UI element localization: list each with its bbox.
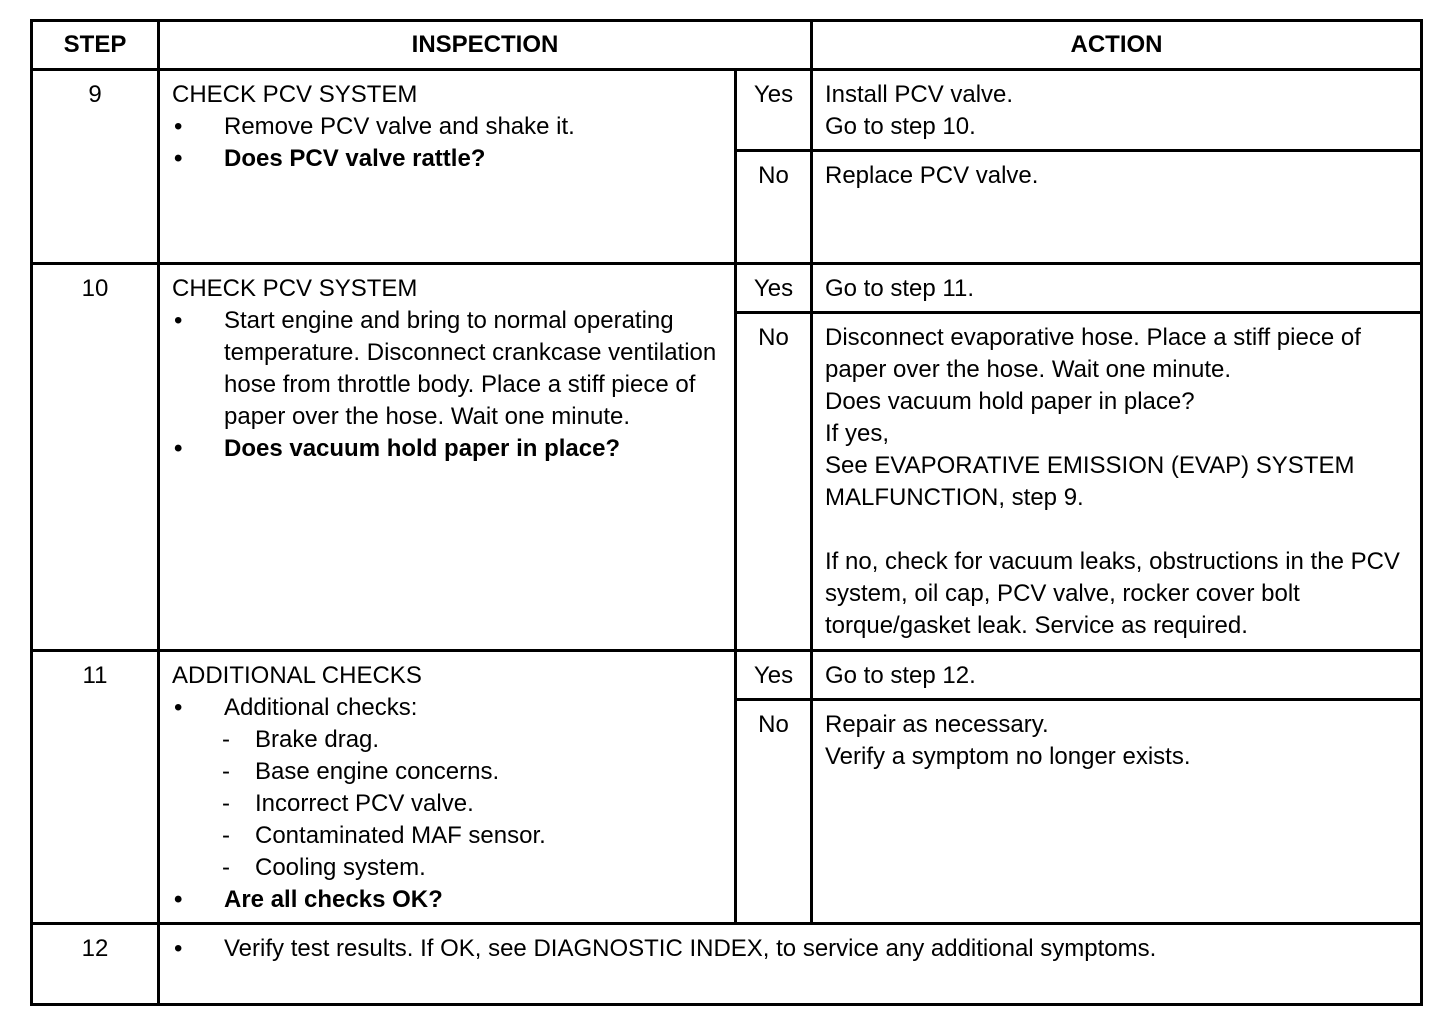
- sub-item: - Incorrect PCV valve.: [222, 790, 474, 817]
- inspection-cell: [159, 70, 736, 264]
- table-header-row: [32, 21, 1422, 70]
- inspection-cell: [159, 924, 1422, 1005]
- bullet-question: • Does vacuum hold paper in place?: [172, 433, 726, 465]
- no-label: No: [736, 151, 812, 264]
- no-action: Replace PCV valve.: [812, 151, 1422, 264]
- bullet-icon: •: [174, 113, 183, 140]
- diagnostic-table: [30, 19, 1423, 1006]
- sub-item: - Base engine concerns.: [222, 758, 500, 785]
- yes-label: Yes: [736, 70, 812, 151]
- step-title: ADDITIONAL CHECKS: [172, 662, 422, 689]
- yes-action: Go to step 11.: [812, 264, 1422, 313]
- bullet-item: • Verify test results. If OK, see DIAGNOSTIC INDEX, to service any additional symptoms.: [172, 933, 1412, 965]
- bullet-item: • Remove PCV valve and shake it.: [172, 111, 726, 143]
- bullet-icon: •: [174, 935, 183, 962]
- bullet-question: • Does PCV valve rattle?: [172, 143, 726, 175]
- bullet-icon: •: [174, 886, 183, 913]
- inspection-cell: [159, 651, 736, 924]
- yes-action: Go to step 12.: [812, 651, 1422, 700]
- no-label: No: [736, 313, 812, 651]
- bullet-icon: •: [174, 145, 183, 172]
- bullet-icon: •: [174, 694, 183, 721]
- sub-item: - Cooling system.: [222, 854, 426, 881]
- bullet-icon: •: [174, 435, 183, 462]
- step-title: CHECK PCV SYSTEM: [172, 275, 418, 302]
- step-title: CHECK PCV SYSTEM: [172, 81, 418, 108]
- sub-item: - Brake drag.: [222, 726, 380, 753]
- inspection-cell: [159, 264, 736, 651]
- table-row: [32, 924, 1422, 1005]
- no-label: No: [736, 700, 812, 924]
- yes-action: Install PCV valve. Go to step 10.: [812, 70, 1422, 151]
- no-action: Repair as necessary. Verify a symptom no longer exists.: [812, 700, 1422, 924]
- yes-label: Yes: [736, 651, 812, 700]
- header-step: STEP: [32, 21, 159, 70]
- header-inspection: INSPECTION: [159, 21, 812, 70]
- step-number: 10: [32, 264, 159, 651]
- table-row: [32, 264, 1422, 313]
- bullet-item: • Additional checks:: [172, 692, 726, 724]
- bullet-item: • Start engine and bring to normal operating temperature. Disconnect crankcase ventilation hose from throttle body. Place a stiff piece of paper over the hose. Wait one minute.: [172, 305, 726, 433]
- table-row: [32, 70, 1422, 151]
- step-number: 12: [32, 924, 159, 1005]
- sub-item: - Contaminated MAF sensor.: [222, 822, 546, 849]
- bullet-question: • Are all checks OK?: [172, 884, 726, 916]
- step-number: 9: [32, 70, 159, 264]
- yes-label: Yes: [736, 264, 812, 313]
- table-row: [32, 651, 1422, 700]
- bullet-icon: •: [174, 307, 183, 334]
- header-action: ACTION: [812, 21, 1422, 70]
- step-number: 11: [32, 651, 159, 924]
- no-action: Disconnect evaporative hose. Place a stiff piece of paper over the hose. Wait one minute. Does vacuum hold paper in place? If yes, See EVAPORATIVE EMISSION (EVAP) SYSTEM MALFUNCTION, step 9. If no, check for vacuum leaks, obstructions in the PCV system, oil cap, PCV valve, rocker cover bolt torque/gasket leak. Service as required.: [812, 313, 1422, 651]
